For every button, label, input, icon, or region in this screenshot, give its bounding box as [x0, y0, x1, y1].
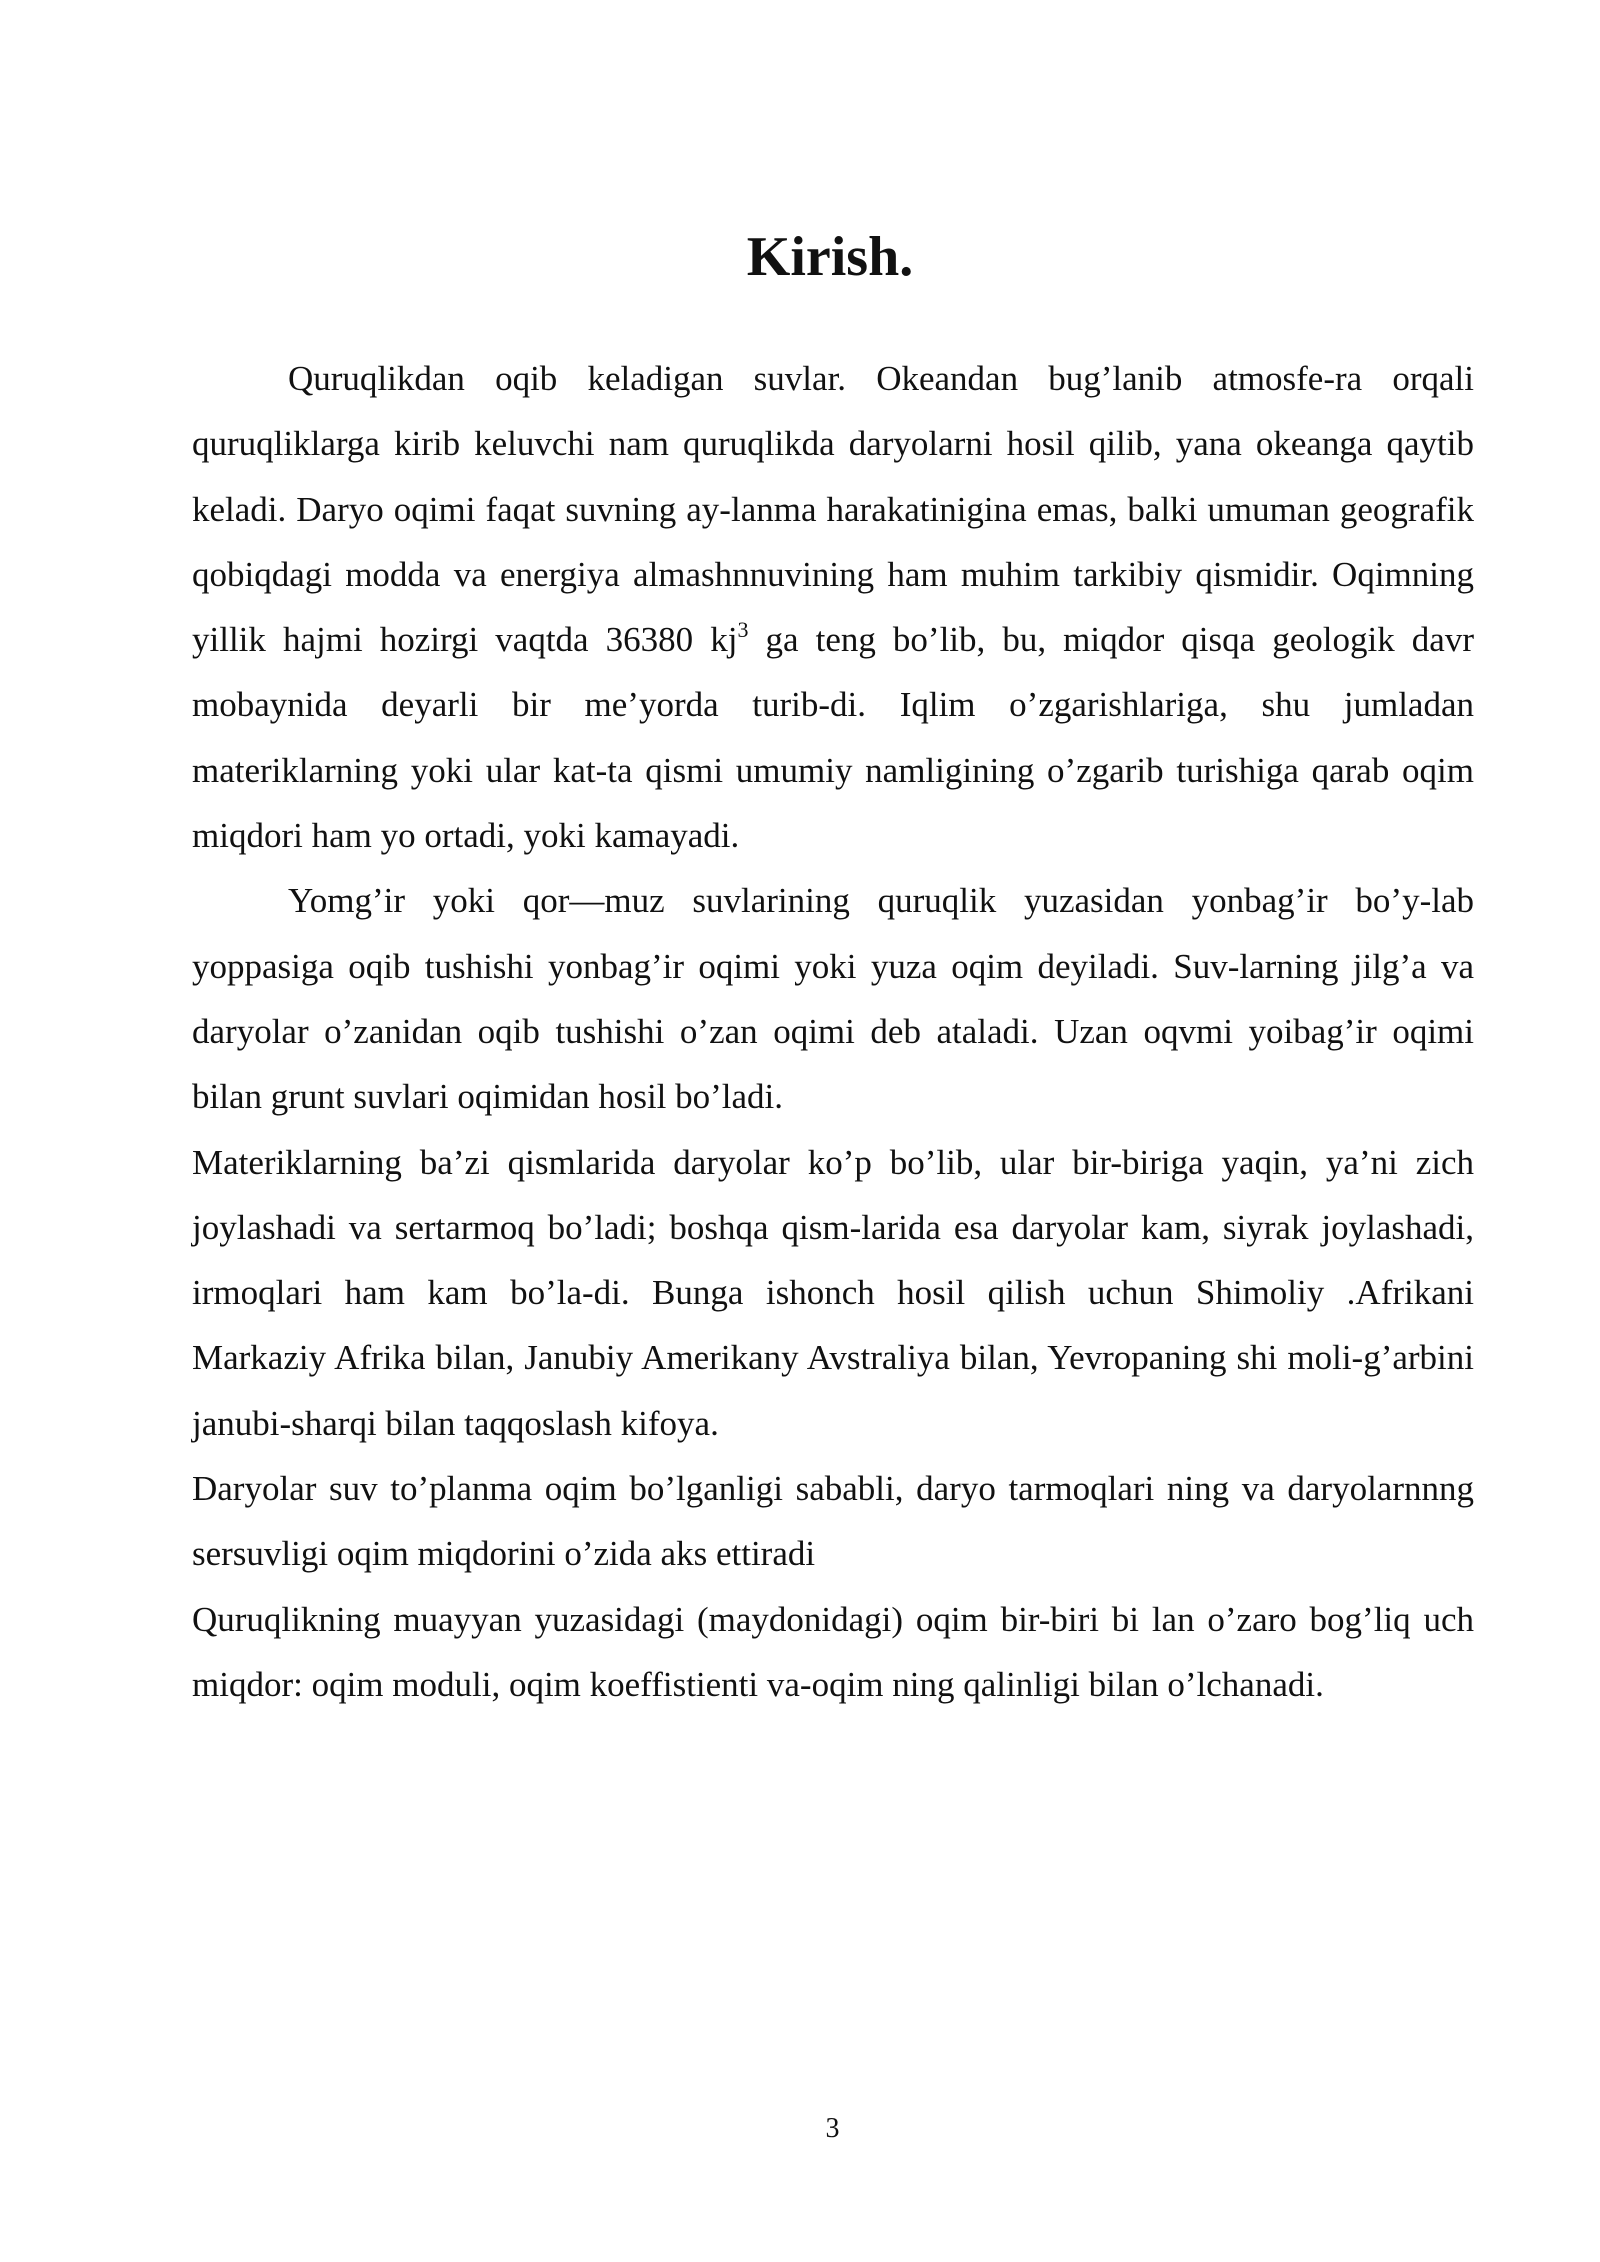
paragraph-1-text-b: ga teng bo’lib, bu, miqdor qisqa geologik davr mobaynida deyarli bir me’yorda turib-di. Iqlim o’zgarishlariga, shu jumladan materiklarning yoki ular kat-ta qismi umumiy namligining o’zgarib turishiga qarab oqim miqdori ham yo ortadi, yoki kamayadi.: [192, 620, 1474, 856]
paragraph-1-text-a: Quruqlikdan oqib keladigan suvlar. Okeandan bug’lanib atmosfe-ra orqali quruqliklarga kirib keluvchi nam quruqlikda daryolarni hosil qilib, yana okeanga qaytib keladi. Daryo oqimi faqat suvning ay-lanma harakatinigina emas, balki umuman geografik qobiqdagi modda va energiya almashnnuvining ham muhim tarkibiy qismidir. Oqimning yillik hajmi hozirgi vaqtda 36380 kj: [192, 359, 1474, 660]
page-title: Kirish.: [746, 226, 914, 288]
paragraph-2: Yomg’ir yoki qor—muz suvlarining quruqlik yuzasidan yonbag’ir bo’y-lab yoppasiga oqib tushishi yonbag’ir oqimi yoki yuza oqim deyiladi. Suv-larning jilg’a va daryolar o’zanidan oqib tushishi o’zan oqimi deb ataladi. Uzan oqvmi yoibag’ir oqimi bilan grunt suvlari oqimidan hosil bo’ladi.: [192, 881, 1474, 1117]
document-body: [192, 346, 1474, 1717]
paragraph-5: Quruqlikning muayyan yuzasidagi (maydonidagi) oqim bir-biri bi lan o’zaro bog’liq uch miqdor: oqim moduli, oqim koeffistienti va-oqim ning qalinligi bilan o’lchanadi.: [192, 1599, 1474, 1704]
paragraph-4: Daryolar suv to’planma oqim bo’lganligi sababli, daryo tarmoqlari ning va daryolarnnng sersuvligi oqim miqdorini o’zida aks ettiradi: [192, 1469, 1474, 1574]
page-number: 3: [825, 2113, 840, 2144]
superscript-cube: 3: [737, 617, 749, 643]
paragraph-1: [192, 346, 1474, 868]
paragraph-3: Materiklarning ba’zi qismlarida daryolar ko’p bo’lib, ular bir-biriga yaqin, ya’ni zich joylashadi va sertarmoq bo’ladi; boshqa qism-larida esa daryolar kam, siyrak joylashadi, irmoqlari ham kam bo’la-di. Bunga ishonch hosil qilish uchun Shimoliy .Afrikani Markaziy Afrika bilan, Janubiy Amerikany Avstraliya bilan, Yevropaning shi moli-g’arbini janubi-sharqi bilan taqqoslash kifoya.: [192, 1142, 1474, 1443]
